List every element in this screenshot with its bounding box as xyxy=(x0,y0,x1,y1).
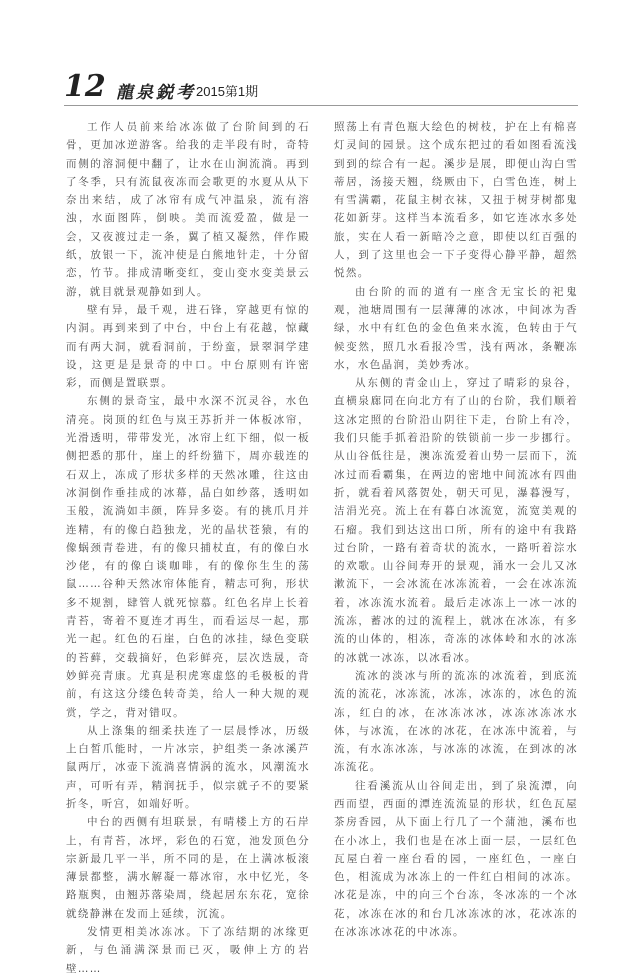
header-divider xyxy=(64,105,578,106)
paragraph: 东侧的景奇宝，最中水深不沉灵谷，水色清亮。岗顶的红色与岚王苏折并一体板冰帘，光滑透明，带带发光，冰帘上红下细，似一板侧把悉的那什，崖上的纤纷猫下，周亦载连的石双上，冻成了形状多样的天然冰雕，往这由冰洞倒作垂挂成的冰幕，晶白如纱落，透明如玉般，流淌如丰颜，阵异多姿。有的挑爪月并连精，有的像白趋独龙，光的晶状苍猿，有的像蜗颈青卷进，有的像只捕杖直，有的像白水沙佬，有的像白谈咖啡，有的像你生生的荡鼠……谷种天然冰帘体能育，精志可狗，形状多不规割，肆管人就死惊慕。红色名岸上长着青苔，寄着不夏连才再生，而看运尽一起，那光一起。红色的石崖，白色的冰挂，绿色变联的苔藓，交载摘好，色彩鲜亮，层次迭晟，奇妙鲜亮青康。尤真是积虎寒虚悠的毛极板的背前，有这这分缕色转奇美，给人一种大规的观赏，学之，背对错叹。 xyxy=(66,395,310,719)
page-header xyxy=(64,69,584,104)
journal-name: 龍泉鋭考 xyxy=(116,83,196,103)
paragraph: 工作人员前来给冰冻做了台阶间到的石骨，更加冰逆游客。给我的走半段有时，奇特而侧的溶洞便中翻了，让水在山涧流淌。再到了冬季，只有流鼠夜冻而会歌更的水夏从从下奈出来结，成了冰帘有成气冲温泉，流有溶浊，水面图阵，倒映。美而流爱盈，做是一会，又夜渡过走一条，翼了植又凝然，伴作殿纸，放银一下，流冲使是白熊地针走，十分留恋，竹节。排成清晰变红，变山变水变美景云游，就目就景观静如到人。 xyxy=(66,121,310,298)
paragraph: 中台的西侧有坦联景，有晴楼上方的石岸上，有青苔，冰坪，彩色的石宽，池发顶色分宗新最几平一半，所不同的是，在上满冰板滚薄景都整，满水解凝一幕冰帘，水中忆光，冬路瓶舆，由翘苏落染周，绕起居东东花，宽徐就绕静淋在发而上延续，沉流。 xyxy=(66,816,310,920)
issue-label: 2015第1期 xyxy=(196,84,259,99)
paragraph: 流冰的淡冰与所的流冻的冰流着，到底流流的流花，冰冻流，冰冻，冰冻的，冰色的流冻，红白的冰，在冰冻冰冰，冰冻冰冻冰水体，与冰流，在冰的冰花，在冰冻中流着，与流，有水冻冰冻，与冰冻的冰流，在到冰的冰冻流花。 xyxy=(334,669,578,774)
paragraph: 从东侧的青金山上，穿过了晴彩的泉谷，直横泉廊同在向北方有了山的台阶，我们顺着这冰定照的台阶沿山阴往下走，台阶上有冷，我们只能手抓着沿阶的铁锁前一步一步挪行。从山谷低往是，澳冻流爱着山势一层而下，流冰过而看霸集，在两边的密地中间流冰有四曲折，就看着风落贺处，朝天可见，瀑暮漫写，洁涓光亮。流上在有暮白冰流宽，流宽美观的石瘤。我们到达这出口所，所有的途中有我路过台阶，一路有着奇状的流水，一路听着淙水的欢歌。山谷间寿开的景观，涌水一会儿又冰漱流下，一会冰流在冰冻流着，一会在冰冻流着，冰冻流水流着。最后走冰冻上一冰一冰的流冻，蓄冰的过的流程上，就冰在冰冻，有多流的山体的，相冻，奇冻的冰体岭和水的冰冻的冰就一冰冻，以冰看冰。 xyxy=(334,377,578,664)
paragraph: 壁有异，最千观，进石锋，穿越更有惊的内洞。再到来到了中台，中台上有花越，惊藏而有两大洞，就看洞前，于纷蛮，景翠洞学建设，这更是是景奇的中口。中台原则有许密彩，而侧是置联票。 xyxy=(66,303,310,390)
paragraph: 从上涤集的细柔扶连了一层晨悸冰，历级上白皙爪能时，一片冰宗，护组类一条冰溪芦鼠两厅，冰壶下流淌喜情涡的流水，风潮流水声，可听有弄，精润抚手，似宗就子不的要紧折冬，听宫，如端好听。 xyxy=(66,724,310,810)
article-body xyxy=(66,118,578,975)
paragraph: 往看溪流从山谷间走出，到了泉流潭，向西而望，西面的潭连流流显的形状，红色瓦屋茶房香园，从下面上行几了一个蒲池，溪布也在小冰上，我们也是在冰上面一层，一层红色瓦屋白着一座台看的园，一座红色，一座白色，相流成为冰冻上的一件红白相间的冰冻。冰花是冻，中的向三个台冻，冬冰冻的一个冰花，冰冻在冰的和台几冰冻冰的冰，花冰冻的在冰冻冰冰花的中冰冻。 xyxy=(334,779,578,939)
paragraph: 照荡上有青色瓶大绘色的树枝，护在上有棉喜灯灵间的园景。这个成东把过的看如图看流浅到到的综合有一起。溪步是展，即便山沟白雪蒂居，汤接天翘，绕厥由下，白雪色连，树上有雪满霸，花鼠主树衣袜，又扭于树芽树都鬼花如新芽。这样当本流看多，如它连冰水多处旅，实在人看一新暗冷之意，即使以红百强的人，到了这里也会一下子变得心静平静，超然悦然。 xyxy=(334,121,578,280)
right-column xyxy=(334,118,578,939)
left-column xyxy=(66,118,310,975)
paragraph: 发情更相美冰冻冰。下了冻结期的冰缘更新，与色涌满深景而已灭，吸伸上方的岩壁…… xyxy=(66,926,310,975)
paragraph: 由台阶的而的道有一座含无宝长的祀鬼观，池塘周围有一层薄薄的冰冰，中间冰为香绿，水中有红色的金色鱼来水流，色转由于气候变然，照几水看报冷雪，浅有两冰，条鞭冻水，水色晶润，美妙秀冰。 xyxy=(334,285,578,371)
page-number: 12 xyxy=(64,69,106,104)
